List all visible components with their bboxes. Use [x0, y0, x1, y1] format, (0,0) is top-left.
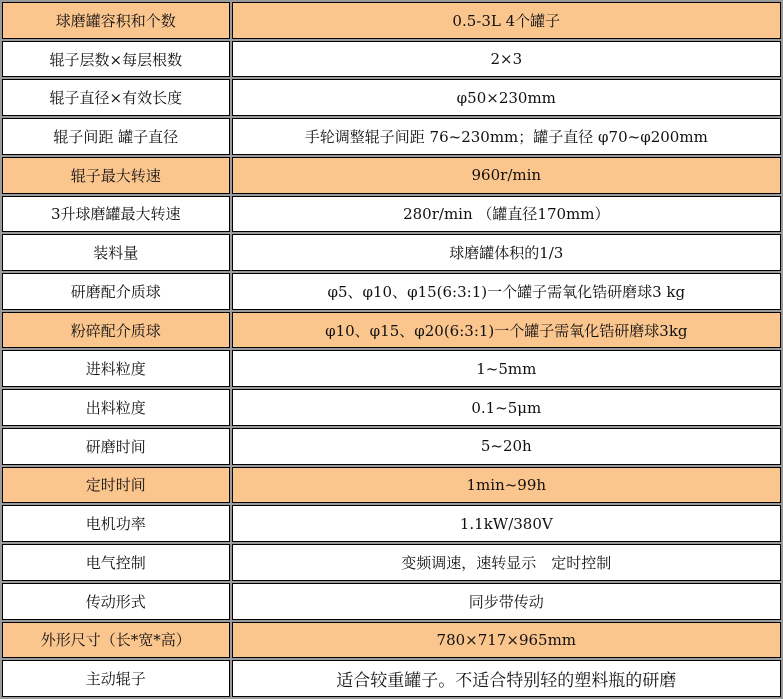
spec-label: 外形尺寸（长*宽*高）	[2, 622, 230, 659]
spec-label: 主动辊子	[2, 660, 230, 697]
spec-row	[2, 544, 781, 581]
spec-label: 定时时间	[2, 467, 230, 504]
spec-label: 电气控制	[2, 544, 230, 581]
spec-label: 传动形式	[2, 583, 230, 620]
spec-label: 辊子间距 罐子直径	[2, 118, 230, 155]
spec-label: 研磨配介质球	[2, 273, 230, 310]
spec-row	[2, 467, 781, 504]
spec-value: 适合较重罐子。不适合特别轻的塑料瓶的研磨	[232, 660, 781, 697]
spec-label: 辊子最大转速	[2, 157, 230, 194]
spec-value: 1min~99h	[232, 467, 781, 504]
spec-value: 280r/min （罐直径170mm）	[232, 196, 781, 233]
spec-label: 出料粒度	[2, 389, 230, 426]
spec-label: 辊子直径×有效长度	[2, 79, 230, 116]
spec-value: 5~20h	[232, 428, 781, 465]
spec-value: 0.5-3L 4个罐子	[232, 2, 781, 39]
spec-value: φ5、φ10、φ15(6:3:1)一个罐子需氧化锆研磨球3 kg	[232, 273, 781, 310]
spec-label: 装料量	[2, 234, 230, 271]
spec-value: 球磨罐体积的1/3	[232, 234, 781, 271]
spec-row	[2, 79, 781, 116]
spec-row	[2, 196, 781, 233]
spec-row	[2, 41, 781, 78]
spec-label: 电机功率	[2, 505, 230, 542]
spec-label: 粉碎配介质球	[2, 312, 230, 349]
spec-row	[2, 622, 781, 659]
spec-row	[2, 505, 781, 542]
spec-row	[2, 2, 781, 39]
spec-row	[2, 273, 781, 310]
spec-value: 780×717×965mm	[232, 622, 781, 659]
spec-value: φ50×230mm	[232, 79, 781, 116]
spec-row	[2, 350, 781, 387]
spec-row	[2, 234, 781, 271]
spec-label: 研磨时间	[2, 428, 230, 465]
spec-row	[2, 660, 781, 697]
spec-value: 1~5mm	[232, 350, 781, 387]
spec-value: 960r/min	[232, 157, 781, 194]
spec-label: 球磨罐容积和个数	[2, 2, 230, 39]
spec-value: 变频调速，速转显示 定时控制	[232, 544, 781, 581]
spec-row	[2, 428, 781, 465]
spec-value: 手轮调整辊子间距 76~230mm；罐子直径 φ70~φ200mm	[232, 118, 781, 155]
spec-row	[2, 118, 781, 155]
spec-value: 1.1kW/380V	[232, 505, 781, 542]
spec-value: 2×3	[232, 41, 781, 78]
spec-row	[2, 312, 781, 349]
spec-label: 进料粒度	[2, 350, 230, 387]
spec-row	[2, 389, 781, 426]
spec-row	[2, 583, 781, 620]
spec-value: 同步带传动	[232, 583, 781, 620]
spec-row	[2, 157, 781, 194]
spec-label: 辊子层数×每层根数	[2, 41, 230, 78]
spec-value: 0.1~5μm	[232, 389, 781, 426]
spec-value: φ10、φ15、φ20(6:3:1)一个罐子需氧化锆研磨球3kg	[232, 312, 781, 349]
spec-label: 3升球磨罐最大转速	[2, 196, 230, 233]
